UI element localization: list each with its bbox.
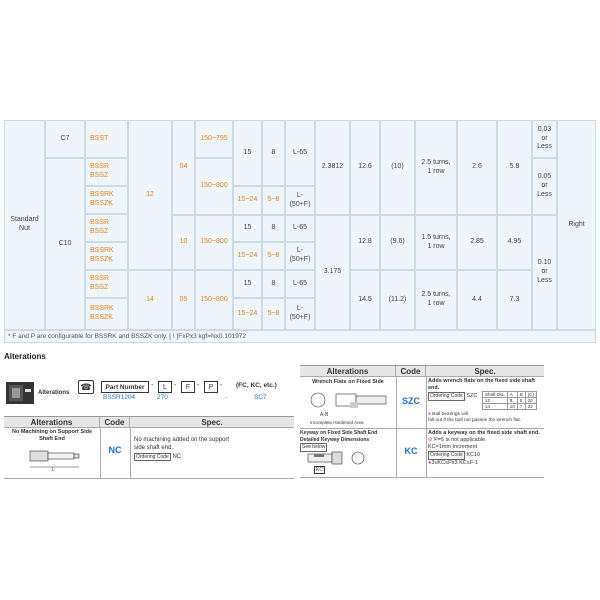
- p-value: 8: [271, 148, 276, 156]
- szc-dim-cell: 12: [483, 398, 508, 404]
- length-a: [195, 120, 233, 158]
- type-label: Standard Nut: [10, 216, 39, 232]
- l-formula: L-65: [292, 148, 307, 156]
- dash-1: -: [151, 382, 154, 389]
- type-code: BSSZK: [90, 200, 113, 207]
- alt-left-spec: [134, 437, 292, 461]
- szc-title: Wrench Flats on Fixed Side: [312, 379, 384, 385]
- alt-left-header-spec: Spec.: [130, 417, 294, 428]
- kc-title-text: Detailed Keyway Dimensions: [300, 436, 370, 443]
- szc-dim-header: A: [507, 392, 517, 398]
- turns-g3: [415, 270, 457, 330]
- type-code: BSSZK: [90, 314, 113, 321]
- droot-g2: [380, 215, 415, 270]
- length-c: [195, 215, 233, 270]
- turns: 1 row: [427, 300, 445, 307]
- ball-dia-g2: [315, 215, 350, 330]
- alt-left-code: NC: [108, 445, 122, 455]
- ball-dia: 3.175: [323, 268, 342, 276]
- backlash: Less: [537, 190, 552, 198]
- type-code: BSSR: [90, 275, 110, 283]
- alt-left-table: [4, 416, 294, 478]
- alt-right-header-alterations: Alterations: [300, 366, 396, 377]
- f-d: [233, 242, 262, 270]
- ordering-value: SZC: [466, 393, 478, 400]
- example-option: SC7: [254, 394, 267, 401]
- precision-c10-label: C10: [58, 239, 72, 247]
- length: 150~795: [200, 134, 228, 142]
- turns: 1 row: [427, 242, 445, 250]
- backlash: Less: [537, 276, 552, 284]
- f-a: [233, 120, 262, 186]
- f-f: [233, 298, 262, 330]
- backlash: 0.05: [537, 173, 552, 181]
- l-formula: L-: [296, 247, 304, 255]
- alterations-label: Alterations: [38, 390, 70, 396]
- length: 150~800: [200, 238, 228, 246]
- backlash: or: [541, 182, 548, 190]
- kc-spec-text: P=5 is not applicable.: [434, 437, 487, 444]
- ca-g1: [457, 120, 497, 215]
- example-l: 270: [157, 394, 168, 401]
- f-value: 15: [243, 148, 252, 156]
- kc-spec: [428, 430, 544, 467]
- dm: 12.6: [358, 163, 372, 171]
- f-box: F: [181, 381, 195, 393]
- type-code-row2: [85, 158, 128, 186]
- example-part-number: BSSR1204: [103, 394, 136, 401]
- l-formula: (50+F): [289, 256, 311, 263]
- f-value: 15~24: [237, 251, 258, 259]
- mount-label: Right: [568, 220, 585, 228]
- l-formula: L-: [296, 191, 304, 199]
- type-code: BSSRK: [90, 191, 114, 199]
- backlash-c: [532, 215, 557, 330]
- szc-dim-cell: 8: [507, 398, 517, 404]
- turns-g1: [415, 120, 457, 215]
- alt-left-title: [4, 429, 100, 442]
- coa-g1: [497, 120, 532, 215]
- kc-ordering: [428, 451, 544, 460]
- type-code: BSSR: [90, 219, 110, 227]
- type-code: BSSRK: [90, 247, 114, 255]
- phone-icon: ☎: [78, 380, 94, 394]
- coa: 4.95: [507, 238, 522, 246]
- type-cell: [4, 120, 45, 330]
- szc-dim-header: Shaft Dia.: [483, 392, 508, 398]
- szc-note-text: fall out if the ball nut passes the wrench flat.: [428, 418, 522, 424]
- type-code-row7: [85, 298, 128, 330]
- szc-dim-cell: 7: [517, 404, 525, 410]
- p-box: P: [204, 381, 218, 393]
- ball-dia: 2.3812: [321, 163, 344, 171]
- ordering-value: NC: [172, 453, 182, 460]
- szc-spec-line: Adds wrench flats on the fixed side shaft end.: [428, 378, 535, 392]
- szc-dim-table: [482, 391, 537, 410]
- d-root: (9.6): [390, 238, 405, 246]
- precision-c7: [45, 120, 85, 158]
- lead-g1: [172, 120, 195, 215]
- d-root: (11.2): [388, 295, 407, 303]
- dm-g3: [350, 270, 380, 330]
- dm-g1: [350, 120, 380, 215]
- table-footnote: [4, 330, 596, 343]
- kc-code: KC: [404, 446, 418, 456]
- turns: 2.5 turns,: [421, 291, 451, 299]
- p-e: [262, 270, 285, 298]
- kc-spec-line: Adds a keyway on the fixed side shaft end.: [428, 430, 540, 436]
- f-value: 15~24: [237, 309, 258, 317]
- note-icon: ●: [428, 459, 432, 466]
- length: 150~800: [200, 295, 228, 303]
- l-formula: (50+F): [289, 200, 311, 208]
- szc-dim-cell: 5: [517, 398, 525, 404]
- mount-cell: [557, 120, 596, 330]
- p-value: 5~8: [267, 251, 280, 259]
- type-code: BSSRK: [90, 305, 114, 313]
- backlash-b: [532, 158, 557, 215]
- l-formula: (50+F): [289, 314, 311, 321]
- alt-left-spec-divider: [130, 428, 131, 479]
- p-value: 5~8: [267, 309, 280, 317]
- kc-spec-line: [428, 437, 544, 444]
- precision-c7-label: C7: [60, 134, 70, 142]
- szc-dim-header: (C): [525, 392, 536, 398]
- l-formula: L-65: [292, 279, 307, 287]
- alt-left-spec-line: No machining added on the support: [134, 437, 230, 443]
- ca: 4.4: [472, 295, 482, 303]
- szc-dim-cell: 14: [483, 404, 508, 410]
- backlash-a: [532, 120, 557, 158]
- szc-dim-cell: 20: [525, 398, 536, 404]
- kc-title-line: Keyway on Fixed Side Shaft End: [300, 430, 378, 436]
- nc-dim-label: L: [52, 467, 55, 473]
- alt-left-spec-line: side shaft end.: [134, 444, 174, 451]
- alt-left-title-line: No Machining on Support Side: [11, 429, 93, 435]
- p-value: 8: [271, 279, 276, 287]
- d-root: (10): [391, 163, 404, 171]
- lf-c: [285, 215, 315, 242]
- kc-spec-text: 3≤KC≤Px3 KC≤F-1: [431, 459, 478, 466]
- droot-g3: [380, 270, 415, 330]
- szc-code: SZC: [402, 396, 420, 406]
- p-f: [262, 298, 285, 330]
- dash-4: -: [220, 382, 223, 389]
- shaft-dia: 14: [146, 295, 154, 303]
- length-b: [195, 158, 233, 215]
- type-code-row3: [85, 186, 128, 214]
- lead-g3: [172, 270, 195, 330]
- alt-right-row-divider: [300, 428, 544, 429]
- alt-right-header-spec: Spec.: [426, 366, 544, 377]
- type-code-row4: [85, 214, 128, 242]
- szc-diagram-label: A-B: [320, 412, 329, 418]
- ordering-code-tag: Ordering Code: [430, 393, 463, 400]
- type-code-row1: [85, 120, 128, 158]
- f-c: [233, 215, 262, 242]
- l-box: L: [158, 381, 172, 393]
- shaft-dia: 12: [146, 190, 154, 198]
- szc-dim-header: B: [517, 392, 525, 398]
- length: 150~800: [200, 182, 228, 190]
- alt-right-header-code: Code: [396, 366, 426, 377]
- szc-dim-cell: 10: [507, 404, 517, 410]
- lead: 05: [179, 295, 188, 303]
- type-code: BSSZ: [90, 228, 109, 235]
- lf-e: [285, 270, 315, 298]
- section-title: Alterations: [4, 352, 46, 361]
- turns: 2.5 turns,: [421, 158, 451, 166]
- type-code: BSSZ: [90, 284, 109, 291]
- coa: 7.3: [509, 295, 520, 303]
- f-value: 15: [243, 279, 252, 287]
- shaft-dia-g2: [128, 270, 172, 330]
- dm: 12.8: [358, 238, 372, 246]
- alt-left-title-line: Shaft End: [39, 435, 65, 442]
- szc-diagram: [306, 386, 392, 422]
- coa: 5.8: [509, 163, 520, 171]
- backlash: or: [541, 134, 548, 142]
- coa-g2: [497, 215, 532, 270]
- p-a: [262, 120, 285, 186]
- szc-note: [428, 412, 544, 424]
- backlash: or: [541, 268, 548, 276]
- precision-c10: [45, 158, 85, 330]
- dash-2: -: [174, 382, 177, 389]
- kc-diagram-label: KC: [316, 467, 323, 473]
- alt-left-header-alterations: Alterations: [4, 417, 100, 428]
- alt-right-table: [300, 365, 544, 477]
- f-value: 15~24: [237, 196, 258, 204]
- lf-b: [285, 186, 315, 215]
- p-value: 8: [271, 224, 276, 232]
- alt-left-bottom-line: [4, 478, 294, 479]
- f-value: 15: [243, 224, 252, 232]
- ca-g3: [457, 270, 497, 330]
- backlash: 0.10: [537, 259, 552, 267]
- warning-icon: ●: [428, 412, 431, 417]
- backlash: Less: [537, 143, 552, 151]
- part-number-box: Part Number: [101, 381, 149, 393]
- f-e: [233, 270, 262, 298]
- alt-right-bottom-line: [300, 477, 544, 478]
- szc-note-text: Ball bearings will: [432, 412, 468, 417]
- ca: 2.85: [470, 238, 484, 246]
- droot-g1: [380, 120, 415, 215]
- length-d: [195, 270, 233, 330]
- szc-area-label: Incomplete Hardened Area: [310, 420, 364, 425]
- f-b: [233, 186, 262, 215]
- l-formula: L-: [296, 305, 304, 313]
- lf-a: [285, 120, 315, 186]
- ordering-code-tag: Ordering Code: [136, 453, 169, 460]
- footnote-text: * F and P are configurable for BSSRK and BSSZK only. [ ! ]FxPx3 kgf=Nx0.101972: [8, 333, 247, 340]
- l-formula: L-65: [292, 224, 307, 232]
- turns-g2: [415, 215, 457, 270]
- turns: 1 row: [427, 167, 445, 175]
- alt-left-header-code: Code: [100, 417, 130, 428]
- example-dash: -: [225, 394, 228, 401]
- type-code: BSST: [90, 134, 109, 142]
- kc-spec-line: KC=1mm Increment: [428, 444, 478, 451]
- type-code-row6: [85, 270, 128, 298]
- alt-left-ordering: [134, 453, 292, 462]
- ordering-value: KC10: [466, 452, 481, 459]
- turns: 1.5 turns,: [421, 233, 451, 241]
- see-below-tag: See below: [302, 444, 326, 450]
- alterations-icon: [6, 382, 34, 404]
- ca: 2.6: [472, 163, 482, 171]
- lf-d: [285, 242, 315, 270]
- ball-dia-g1: [315, 120, 350, 215]
- p-d: [262, 242, 285, 270]
- ca-g2: [457, 215, 497, 270]
- p-b: [262, 186, 285, 215]
- type-code: BSSR: [90, 163, 110, 171]
- lead: 04: [179, 163, 188, 171]
- type-code: BSSZ: [90, 172, 109, 179]
- backlash: 0.03: [537, 125, 552, 133]
- lead-g2: [172, 215, 195, 270]
- dash-3: -: [197, 382, 200, 389]
- p-value: 5~8: [267, 196, 280, 204]
- szc-dim-cell: 22: [525, 404, 536, 410]
- options-label: (FC, KC, etc.): [236, 382, 277, 389]
- ordering-code-tag: Ordering Code: [430, 452, 463, 459]
- dm-g2: [350, 215, 380, 270]
- p-c: [262, 215, 285, 242]
- lead: 10: [179, 238, 188, 246]
- shaft-dia-g1: [128, 120, 172, 270]
- kc-spec-line: [428, 460, 544, 467]
- type-code-row5: [85, 242, 128, 270]
- alterations-drill-icon: [6, 382, 34, 404]
- prohibit-icon: ⊘: [428, 437, 433, 444]
- coa-g3: [497, 270, 532, 330]
- alt-right-spec-divider: [426, 377, 427, 478]
- alt-right-code-divider: [396, 377, 397, 478]
- dm: 14.5: [358, 295, 372, 303]
- lf-f: [285, 298, 315, 330]
- type-code: BSSZK: [90, 256, 113, 263]
